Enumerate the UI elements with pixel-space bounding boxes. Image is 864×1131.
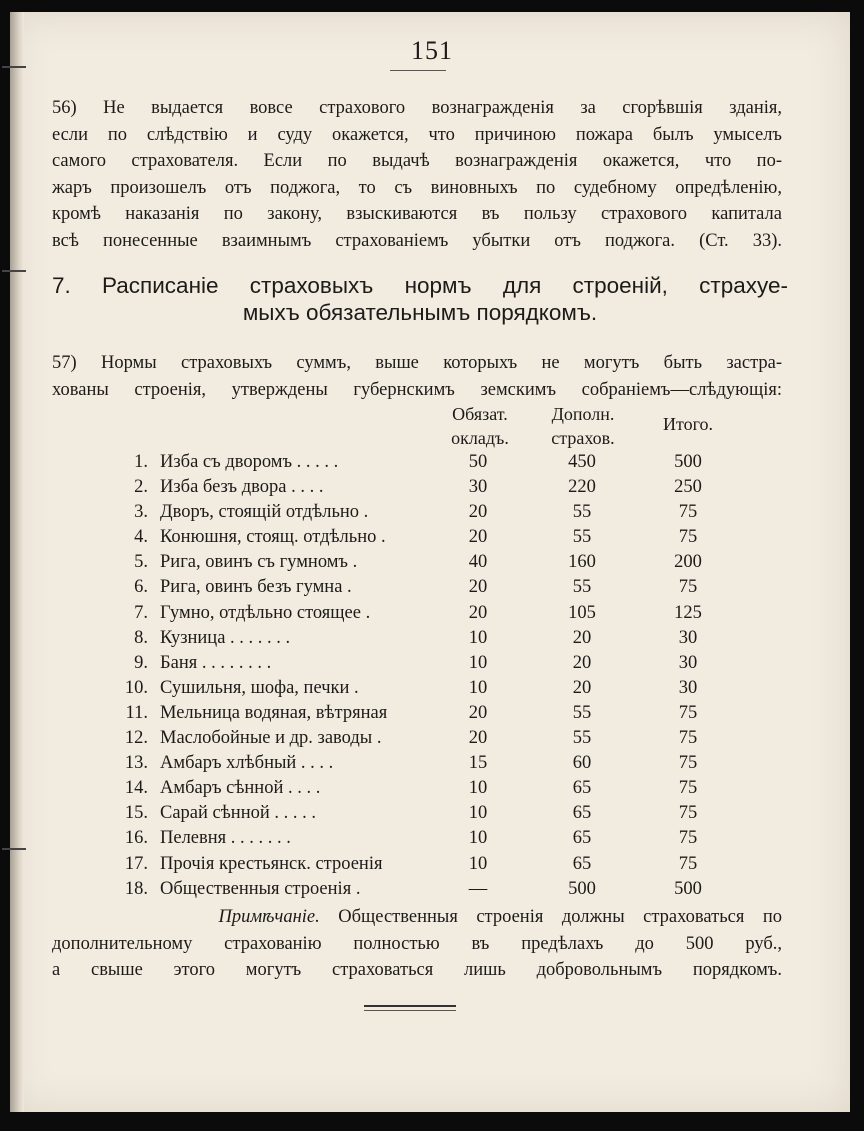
text-line: если по слѣдствію и суду окажется, что причиною пожара былъ умыселъ <box>52 124 782 145</box>
text-line: 56) Не выдается вовсе страхового вознагражденія за сгорѣвшія зданія, <box>52 98 782 118</box>
row-total: 75 <box>678 853 698 874</box>
column-header-obligatory <box>440 402 520 450</box>
column-header-additional <box>540 402 626 450</box>
table-row <box>0 751 864 776</box>
row-building: Дворъ, стоящій отдѣльно . <box>160 502 369 523</box>
row-building: Мельница водяная, вѣтряная <box>160 702 388 723</box>
row-number: 4. <box>134 527 148 548</box>
row-additional: 65 <box>572 803 592 824</box>
table-row <box>0 550 864 575</box>
row-number: 16. <box>124 828 148 849</box>
table-row <box>0 877 864 902</box>
spine-mark <box>2 270 26 272</box>
row-building: Маслобойные и др. заводы . <box>160 728 382 749</box>
row-total: 200 <box>674 552 702 573</box>
row-total: 500 <box>674 452 702 472</box>
row-number: 10. <box>124 677 148 698</box>
row-total: 500 <box>674 878 702 899</box>
note-line-3: а свыше этого могутъ страховаться лишь добровольнымъ порядкомъ. <box>52 960 782 980</box>
row-additional: 55 <box>572 702 592 723</box>
row-additional: 105 <box>568 602 596 623</box>
row-number: 1. <box>134 452 148 472</box>
row-additional: 55 <box>572 502 592 523</box>
row-obligatory: 20 <box>468 502 488 523</box>
row-total: 30 <box>678 677 698 698</box>
row-number: 2. <box>134 477 148 498</box>
page-number-rule <box>390 70 446 71</box>
table-row <box>0 651 864 676</box>
row-total: 75 <box>678 828 698 849</box>
row-additional: 220 <box>568 477 596 498</box>
heading-line: мыхъ обязательнымъ порядкомъ. <box>242 300 598 325</box>
row-building: Прочія крестьянск. строенія <box>160 853 383 874</box>
table-row <box>0 826 864 851</box>
row-total: 250 <box>674 477 702 498</box>
column-header-total: Итого. <box>662 414 714 434</box>
row-building: Конюшня, стоящ. отдѣльно . <box>160 527 386 548</box>
row-number: 9. <box>134 652 148 673</box>
row-obligatory: 15 <box>468 753 488 774</box>
row-additional: 60 <box>572 753 592 774</box>
table-row <box>0 852 864 877</box>
text-line: 57) Нормы страховыхъ суммъ, выше которыхъ не могутъ быть застра- <box>52 353 782 373</box>
header-line: Дополн. <box>551 404 615 424</box>
row-obligatory: 10 <box>468 778 488 799</box>
table-row <box>0 676 864 701</box>
row-additional: 55 <box>572 728 592 749</box>
row-obligatory: — <box>468 878 488 899</box>
section-heading <box>52 272 788 326</box>
row-additional: 65 <box>572 828 592 849</box>
row-total: 125 <box>674 602 702 623</box>
row-number: 7. <box>134 602 148 623</box>
row-total: 75 <box>678 527 698 548</box>
row-additional: 20 <box>572 677 592 698</box>
text-line: хованы строенія, утверждены губернскимъ земскимъ собраніемъ—слѣдующія: <box>52 379 782 400</box>
table-row <box>0 450 864 475</box>
note-line-2: дополнительному страхованію полностью въ предѣлахъ до 500 руб., <box>52 933 782 954</box>
row-building: Изба съ дворомъ . . . . . <box>160 452 339 472</box>
row-obligatory: 40 <box>468 552 488 573</box>
note-text: Общественныя строенія должны страховаться по <box>338 907 783 927</box>
header-line: Обязат. <box>452 404 508 424</box>
row-number: 15. <box>124 803 148 824</box>
header-line: страхов. <box>551 428 615 448</box>
row-additional: 500 <box>568 878 596 899</box>
row-obligatory: 30 <box>468 477 488 498</box>
row-obligatory: 10 <box>468 853 488 874</box>
row-obligatory: 10 <box>468 627 488 648</box>
row-obligatory: 10 <box>468 803 488 824</box>
row-obligatory: 20 <box>468 602 488 623</box>
row-number: 6. <box>134 577 148 598</box>
table-row <box>0 701 864 726</box>
table-row <box>0 525 864 550</box>
row-building: Гумно, отдѣльно стоящее . <box>160 602 371 623</box>
row-number: 3. <box>134 502 148 523</box>
insurance-norms-table <box>0 450 864 902</box>
row-number: 17. <box>124 853 148 874</box>
row-additional: 450 <box>568 452 596 472</box>
text-line: жаръ произошелъ отъ поджога, то съ виновныхъ по судебному опредѣленію, <box>52 177 782 198</box>
row-total: 30 <box>678 652 698 673</box>
row-number: 12. <box>124 728 148 749</box>
note-line-1 <box>52 904 782 931</box>
row-total: 75 <box>678 778 698 799</box>
spine-mark <box>2 66 26 68</box>
table-row <box>0 626 864 651</box>
row-building: Баня . . . . . . . . <box>160 652 272 673</box>
row-building: Общественныя строенія . <box>160 878 361 899</box>
end-rule <box>364 1010 456 1011</box>
row-obligatory: 20 <box>468 728 488 749</box>
table-row <box>0 475 864 500</box>
row-obligatory: 20 <box>468 702 488 723</box>
row-building: Кузница . . . . . . . <box>160 627 291 648</box>
end-rule <box>364 1005 456 1007</box>
row-additional: 55 <box>572 577 592 598</box>
row-additional: 65 <box>572 853 592 874</box>
table-row <box>0 575 864 600</box>
paragraph-57 <box>52 350 782 403</box>
table-row <box>0 726 864 751</box>
table-row <box>0 801 864 826</box>
row-building: Амбаръ хлѣбный . . . . <box>160 753 334 774</box>
header-line: окладъ. <box>451 428 509 448</box>
row-obligatory: 20 <box>468 577 488 598</box>
row-total: 75 <box>678 803 698 824</box>
row-number: 8. <box>134 627 148 648</box>
note <box>52 904 782 984</box>
paragraph-56 <box>52 95 782 254</box>
row-total: 75 <box>678 577 698 598</box>
row-obligatory: 10 <box>468 652 488 673</box>
row-additional: 55 <box>572 527 592 548</box>
row-building: Амбаръ сѣнной . . . . <box>160 778 321 799</box>
row-total: 30 <box>678 627 698 648</box>
row-number: 13. <box>124 753 148 774</box>
row-number: 18. <box>124 878 148 899</box>
row-building: Рига, овинъ съ гумномъ . <box>160 552 358 573</box>
row-obligatory: 10 <box>468 677 488 698</box>
note-label: Примѣчаніе. <box>218 907 320 927</box>
row-additional: 20 <box>572 627 592 648</box>
row-building: Сарай сѣнной . . . . . <box>160 803 316 824</box>
row-additional: 65 <box>572 778 592 799</box>
table-row <box>0 500 864 525</box>
row-building: Изба безъ двора . . . . <box>160 477 324 498</box>
row-building: Сушильня, шофа, печки . <box>160 677 359 698</box>
row-total: 75 <box>678 728 698 749</box>
row-total: 75 <box>678 502 698 523</box>
text-line: кромѣ наказанія по закону, взыскиваются въ пользу страхового капитала <box>52 204 782 224</box>
row-obligatory: 20 <box>468 527 488 548</box>
row-total: 75 <box>678 753 698 774</box>
row-number: 11. <box>125 702 148 723</box>
row-building: Пелевня . . . . . . . <box>160 828 291 849</box>
row-additional: 20 <box>572 652 592 673</box>
row-obligatory: 10 <box>468 828 488 849</box>
text-line: всѣ понесенные взаимнымъ страхованіемъ убытки отъ поджога. (Ст. 33). <box>52 230 782 251</box>
row-obligatory: 50 <box>468 452 488 472</box>
text-line: самого страхователя. Если по выдачѣ вознагражденія окажется, что по- <box>52 151 782 171</box>
row-number: 14. <box>124 778 148 799</box>
heading-line: 7. Расписаніе страховыхъ нормъ для строеній, страхуе- <box>52 273 788 298</box>
row-total: 75 <box>678 702 698 723</box>
table-row <box>0 601 864 626</box>
row-additional: 160 <box>568 552 596 573</box>
table-row <box>0 776 864 801</box>
page-number: 151 <box>411 36 453 65</box>
row-number: 5. <box>134 552 148 573</box>
row-building: Рига, овинъ безъ гумна . <box>160 577 352 598</box>
